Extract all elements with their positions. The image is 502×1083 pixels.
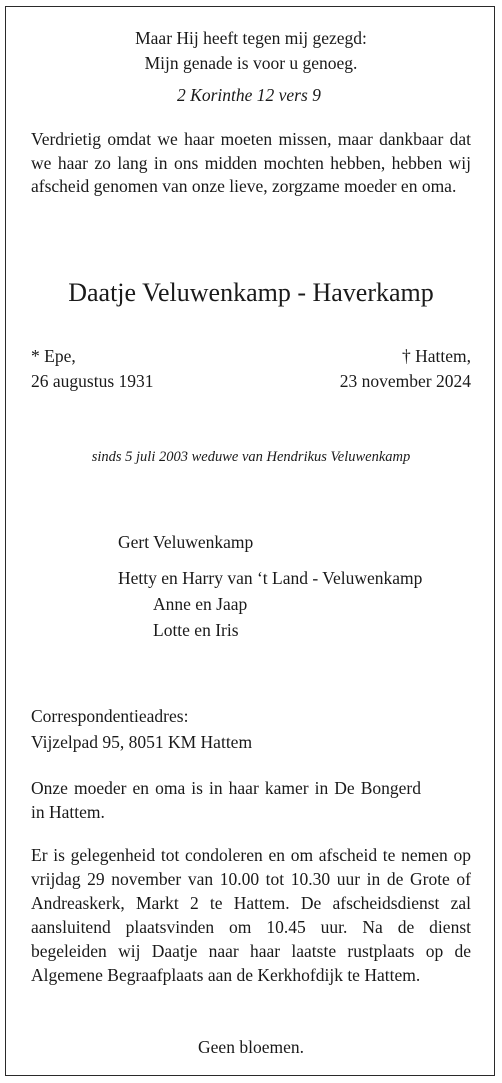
death-date: 23 november 2024 bbox=[339, 371, 471, 391]
intro-paragraph: Verdrietig omdat we haar moeten missen, maar dankbaar dat we haar zo lang in ons midden mochten hebben, hebben wij afscheid genomen van onze lieve, zorgzame moeder en oma. bbox=[31, 129, 471, 196]
widow-line: sinds 5 juli 2003 weduwe van Hendrikus Veluwenkamp bbox=[91, 449, 411, 465]
birth-place: * Epe, bbox=[31, 346, 76, 366]
correspondence-label: Correspondentieadres: bbox=[31, 706, 189, 726]
location-paragraph: Onze moeder en oma is in haar kamer in De Bongerd in Hattem. bbox=[31, 778, 421, 822]
quote-line-2: Mijn genade is voor u genoeg. bbox=[144, 53, 358, 73]
correspondence-address: Vijzelpad 95, 8051 KM Hattem bbox=[31, 732, 253, 752]
ceremony-paragraph: Er is gelegenheid tot condoleren en om afscheid te nemen op vrijdag 29 november van 10.00 tot 10.30 uur in de Grote of Andreaskerk, Markt 2 te Hattem. De afscheidsdienst zal aansluitend plaatsvinden om 10.45 uur. Na de dienst begeleiden wij Daatje naar haar laatste rustplaats op de Algemene Begraafplaats aan de Kerkhofdijk te Hattem. bbox=[31, 845, 471, 985]
family-grandchild-2: Lotte en Iris bbox=[153, 620, 239, 640]
quote-line-1: Maar Hij heeft tegen mij gezegd: bbox=[135, 28, 367, 48]
closing-line: Geen bloemen. bbox=[198, 1037, 304, 1057]
quote-reference: 2 Korinthe 12 vers 9 bbox=[177, 85, 321, 105]
deceased-name: Daatje Veluwenkamp - Haverkamp bbox=[68, 278, 434, 307]
birth-date: 26 augustus 1931 bbox=[31, 371, 154, 391]
death-place: † Hattem, bbox=[401, 346, 471, 366]
family-grandchild-1: Anne en Jaap bbox=[153, 594, 248, 614]
family-child-1: Gert Veluwenkamp bbox=[118, 532, 254, 552]
family-child-2: Hetty en Harry van ‘t Land - Veluwenkamp bbox=[118, 568, 423, 588]
